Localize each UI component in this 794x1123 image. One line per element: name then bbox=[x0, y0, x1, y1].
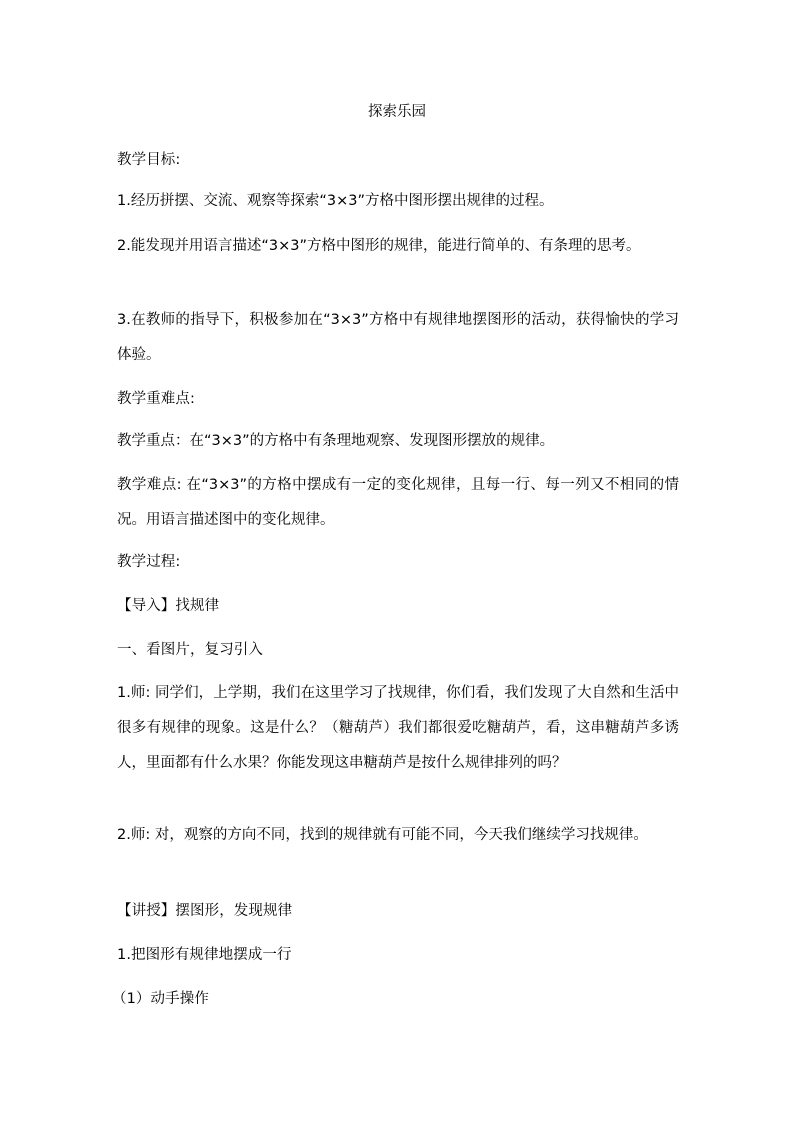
intro-heading: 【导入】找规律 bbox=[117, 598, 220, 614]
document-title: 探索乐园 bbox=[368, 104, 426, 120]
key-point: 教学重点：在“3×3”的方格中有条理地观察、发现图形摆放的规律。 bbox=[117, 433, 555, 449]
intro-subheading: 一、看图片，复习引入 bbox=[117, 642, 263, 658]
objective-item-3: 3.在教师的指导下，积极参加在“3×3”方格中有规律地摆图形的活动，获得愉快的学习体验。 bbox=[117, 312, 679, 363]
teach-heading: 【讲授】摆图形，发现规律 bbox=[117, 903, 293, 919]
process-heading: 教学过程: bbox=[117, 554, 181, 570]
difficult-point: 教学难点: 在“3×3”的方格中摆成有一定的变化规律，且每一行、每一列又不相同的情况。用语言描述图中的变化规律。 bbox=[117, 477, 679, 528]
intro-item-2: 2.师: 对，观察的方向不同，找到的规律就有可能不同，今天我们继续学习找规律。 bbox=[117, 827, 648, 843]
teach-item-1: 1.把图形有规律地摆成一行 bbox=[117, 947, 292, 963]
objective-item-2: 2.能发现并用语言描述“3×3”方格中图形的规律，能进行简单的、有条理的思考。 bbox=[117, 238, 641, 254]
teach-subitem-1: （1）动手操作 bbox=[112, 991, 209, 1007]
objectives-heading: 教学目标: bbox=[117, 152, 181, 168]
key-points-heading: 教学重难点: bbox=[117, 391, 195, 407]
objective-item-1: 1.经历拼摆、交流、观察等探索“3×3”方格中图形摆出规律的过程。 bbox=[117, 193, 554, 209]
intro-item-1: 1.师: 同学们，上学期，我们在这里学习了找规律，你们看，我们发现了大自然和生活中很多有规律的现象。这是什么？（糖葫芦）我们都很爱吃糖葫芦，看，这串糖葫芦多诱人，里面都有什么水果？你能发现这串糖葫芦是按什么规律排列的吗？ bbox=[117, 685, 679, 771]
